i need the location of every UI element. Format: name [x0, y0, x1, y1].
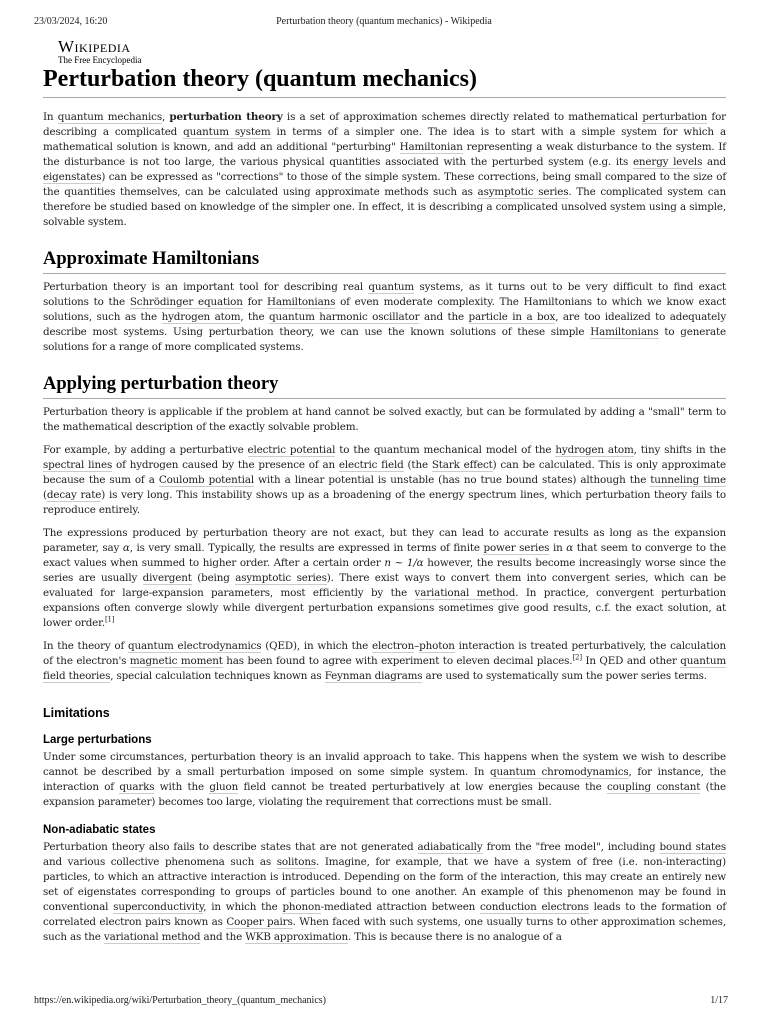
link-electron[interactable]: electron: [371, 640, 415, 652]
logo-wordmark: Wikipedia: [58, 37, 131, 56]
link-decay-rate[interactable]: decay rate: [46, 489, 102, 501]
large-perturbations-paragraph: Under some circumstances, perturbation theory is an invalid approach to take. This happens when the system we wish to describe cannot be described by a small perturbation imposed on some simple system. In quantum chromodynamics, for instance, the interaction of quarks with the gluon field cannot be treated perturbatively at low energies because the coupling constant (the expansion parameter) becomes too large, violating the requirement that corrections must be small.: [43, 751, 727, 808]
page-title: Perturbation theory (quantum mechanics): [43, 64, 726, 98]
applying-paragraph-1: Perturbation theory is applicable if the problem at hand cannot be solved exactly, but can be formulated by adding a "small" term to the mathematical description of the exactly solvable problem.: [43, 406, 726, 433]
link-variational-method-2[interactable]: variational method: [103, 931, 201, 943]
link-quantum-electrodynamics[interactable]: quantum electrodynamics: [128, 640, 262, 652]
link-asymptotic-series[interactable]: asymptotic series: [477, 186, 569, 198]
wikipedia-logo[interactable]: [58, 38, 141, 66]
link-feynman-diagrams[interactable]: Feynman diagrams: [324, 670, 423, 682]
subsection-heading-non-adiabatic-states: Non-adiabatic states: [43, 824, 156, 836]
link-coupling-constant[interactable]: coupling constant: [606, 781, 701, 793]
link-hydrogen-atom[interactable]: hydrogen atom: [161, 311, 241, 323]
alpha-symbol-2: α: [566, 542, 574, 554]
print-datetime: 23/03/2024, 16:20: [34, 16, 108, 27]
print-page-number: 1/17: [710, 995, 728, 1006]
intro-paragraph: In quantum mechanics, perturbation theory is a set of approximation schemes directly related to mathematical perturbation for describing a complicated quantum system in terms of a simpler one. The idea is to start with a simple system for which a mathematical solution is known, and add an additional "perturbing" Hamiltonian representing a weak disturbance to the system. If the disturbance is not too large, the various physical quantities associated with the perturbed system (e.g. its energy levels and eigenstates) can be expressed as "corrections" to those of the simple system. These corrections, being small compared to the size of the quantities themselves, can be calculated using approximate methods such as asymptotic series. The complicated system can therefore be studied based on knowledge of the simpler one. In effect, it is describing a complicated unsolved system using a simple, solvable system.: [43, 111, 726, 228]
logo-tagline: The Free Encyclopedia: [58, 55, 142, 65]
link-eigenstates[interactable]: eigenstates: [43, 171, 102, 183]
link-quantum-system[interactable]: quantum system: [183, 126, 271, 138]
section-heading-limitations: Limitations: [43, 706, 110, 720]
link-hamiltonian[interactable]: Hamiltonian: [399, 141, 463, 153]
link-solitons[interactable]: solitons: [276, 856, 317, 868]
section-heading-applying-perturbation-theory: Applying perturbation theory: [43, 373, 726, 399]
link-magnetic-moment[interactable]: magnetic moment: [129, 655, 223, 667]
section-heading-approximate-hamiltonians: Approximate Hamiltonians: [43, 248, 726, 274]
link-perturbation[interactable]: perturbation: [642, 111, 708, 123]
link-quantum-field-theories[interactable]: quantum field theories: [43, 655, 726, 682]
print-url: https://en.wikipedia.org/wiki/Perturbation_theory_(quantum_mechanics): [34, 995, 326, 1006]
link-variational-method[interactable]: variational method: [414, 587, 516, 599]
alpha-symbol: α: [122, 542, 130, 554]
link-power-series[interactable]: power series: [483, 542, 550, 554]
link-adiabatically[interactable]: adiabatically: [417, 841, 483, 853]
link-gluon[interactable]: gluon: [209, 781, 239, 793]
non-adiabatic-paragraph: Perturbation theory also fails to describe states that are not generated adiabatically from the "free model", including bound states and various collective phenomena such as solitons. Imagine, for example, that we have a system of free (i.e. non-interacting) particles, to which an attractive interaction is introduced. Depending on the form of the interaction, this may create an entirely new set of eigenstates corresponding to groups of particles bound to one another. An example of this phenomenon may be found in conventional superconductivity, in which the phonon-mediated attraction between conduction electrons leads to the formation of correlated electron pairs known as Cooper pairs. When faced with such systems, one usually turns to other approximation schemes, such as the variational method and the WKB approximation. This is because there is no analogue of a: [43, 841, 726, 943]
link-particle-in-a-box[interactable]: particle in a box: [468, 311, 556, 323]
link-energy-levels[interactable]: energy levels: [632, 156, 703, 168]
link-stark-effect[interactable]: Stark effect: [431, 459, 493, 471]
order-expression: n ~ 1/α: [384, 557, 424, 569]
link-tunneling-time[interactable]: tunneling time: [650, 474, 726, 486]
applying-paragraph-4: In the theory of quantum electrodynamics (QED), in which the electron–photon interaction is treated perturbatively, the calculation of the electron's magnetic moment has been found to agree with experiment to eleven decimal places.[2] In QED and other quantum field theories, special calculation techniques known as Feynman diagrams are used to systematically sum the power series terms.: [43, 640, 726, 682]
link-cooper-pairs[interactable]: Cooper pairs: [226, 916, 293, 928]
link-electric-field[interactable]: electric field: [338, 459, 404, 471]
link-hydrogen-atom-2[interactable]: hydrogen atom: [555, 444, 634, 456]
bold-term: perturbation theory: [169, 111, 283, 123]
link-quantum-mechanics[interactable]: quantum mechanics: [57, 111, 162, 123]
link-quarks[interactable]: quarks: [119, 781, 155, 793]
link-wkb-approximation[interactable]: WKB approximation: [245, 931, 349, 943]
link-hamiltonians-2[interactable]: Hamiltonians: [590, 326, 659, 338]
print-document-title: Perturbation theory (quantum mechanics) - Wikipedia: [276, 16, 492, 27]
applying-paragraph-3: The expressions produced by perturbation theory are not exact, but they can lead to accurate results as long as the expansion parameter, say α, is very small. Typically, the results are expressed in terms of finite power series in α that seem to converge to the exact values when summed to higher order. After a certain order n ~ 1/α however, the results become increasingly worse since the series are usually divergent (being asymptotic series). There exist ways to convert them into convergent series, which can be evaluated for large-expansion parameters, most efficiently by the variational method. In practice, convergent perturbation expansions often converge slowly while divergent perturbation expansions sometimes give good results, c.f. the exact solution, at lower order.[1]: [43, 527, 727, 629]
link-superconductivity[interactable]: superconductivity: [113, 901, 204, 913]
link-bound-states[interactable]: bound states: [659, 841, 726, 853]
link-quantum[interactable]: quantum: [368, 281, 415, 293]
link-quantum-chromodynamics[interactable]: quantum chromodynamics: [490, 766, 629, 778]
link-conduction-electrons[interactable]: conduction electrons: [480, 901, 589, 913]
applying-paragraph-2: For example, by adding a perturbative electric potential to the quantum mechanical model of the hydrogen atom, tiny shifts in the spectral lines of hydrogen caused by the presence of an electric field (the Stark effect) can be calculated. This is only approximate because the sum of a Coulomb potential with a linear potential is unstable (has no true bound states) although the tunneling time (decay rate) is very long. This instability shows up as a broadening of the energy spectrum lines, which perturbation theory fails to reproduce entirely.: [43, 444, 726, 516]
link-asymptotic-series-2[interactable]: asymptotic series: [235, 572, 327, 584]
link-phonon[interactable]: phonon: [282, 901, 321, 913]
link-hamiltonians[interactable]: Hamiltonians: [266, 296, 336, 308]
link-photon[interactable]: photon: [419, 640, 455, 652]
link-coulomb-potential[interactable]: Coulomb potential: [158, 474, 255, 486]
link-spectral-lines[interactable]: spectral lines: [43, 459, 113, 471]
reference-2[interactable]: [2]: [572, 653, 582, 662]
approximate-hamiltonians-paragraph: Perturbation theory is an important tool for describing real quantum systems, as it turns out to be very difficult to find exact solutions to the Schrödinger equation for Hamiltonians of even moderate complexity. The Hamiltonians to which we know exact solutions, such as the hydrogen atom, the quantum harmonic oscillator and the particle in a box, are too idealized to adequately describe most systems. Using perturbation theory, we can use the known solutions of these simple Hamiltonians to generate solutions for a range of more complicated systems.: [43, 281, 727, 353]
link-divergent[interactable]: divergent: [142, 572, 192, 584]
link-electric-potential[interactable]: electric potential: [247, 444, 336, 456]
subsection-heading-large-perturbations: Large perturbations: [43, 734, 152, 746]
reference-1[interactable]: [1]: [104, 615, 115, 624]
link-schrodinger-equation[interactable]: Schrödinger equation: [129, 296, 243, 308]
link-quantum-harmonic-oscillator[interactable]: quantum harmonic oscillator: [269, 311, 420, 323]
article-content: [43, 64, 726, 953]
